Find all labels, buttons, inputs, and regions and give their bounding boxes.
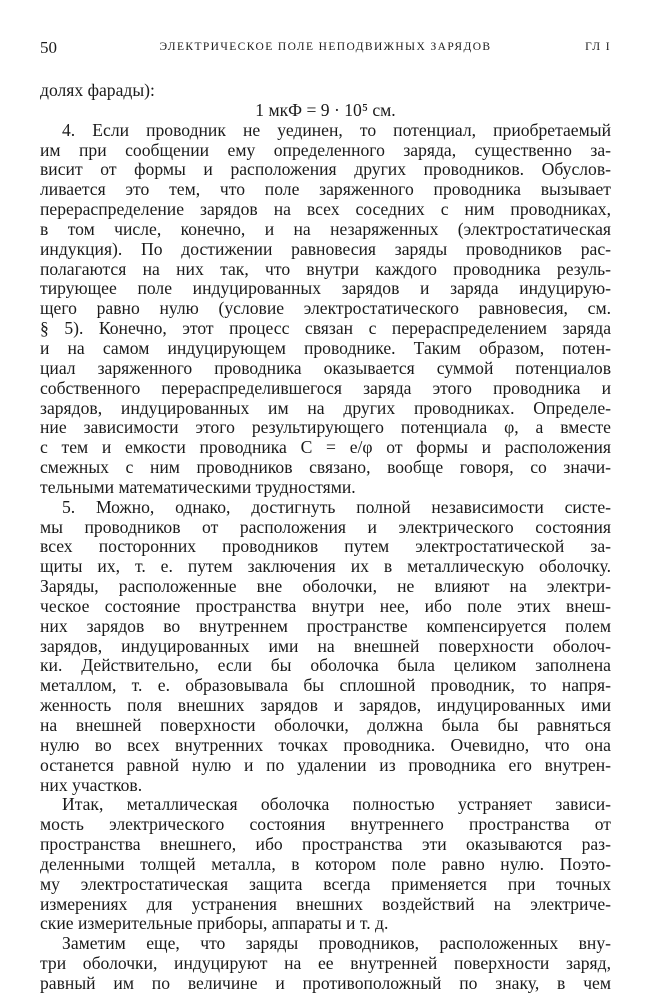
text-line: мы проводников от расположения и электрического состояния <box>40 516 611 537</box>
text-line: них участков. <box>40 774 143 795</box>
text-line: на внешней поверхности оболочки, должна была бы равняться <box>40 715 611 736</box>
text-line: му электростатическая защита всегда применяется при точных <box>40 873 611 894</box>
text-line: висит от формы и расположения других проводников. Обуслов- <box>40 159 611 180</box>
text-line: тирующее поле индуцированных зарядов и заряда индуцирую- <box>40 278 611 299</box>
text-line: всех посторонних проводников путем электростатической за- <box>40 536 611 557</box>
text-line: индукция). По достижении равновесия заряды проводников рас- <box>40 238 611 259</box>
running-title: ЭЛЕКТРИЧЕСКОЕ ПОЛЕ НЕПОДВИЖНЫХ ЗАРЯДОВ <box>159 41 492 53</box>
text-line: щиты их, т. е. путем заключения их в металлическую оболочку. <box>40 556 611 577</box>
text-line: пространства внешнего, ибо пространства эти оказываются раз- <box>40 834 611 855</box>
text-line: три оболочки, индуцируют на ее внутренней поверхности заряд, <box>40 953 611 974</box>
text-line: с тем и емкости проводника C = e/φ от формы и расположения <box>40 437 611 458</box>
text-line: Заряды, расположенные вне оболочки, не влияют на электри- <box>40 576 611 597</box>
text-line: них зарядов во внутреннем пространстве компенсируется полем <box>40 615 611 636</box>
text-line: смежных с ним проводников связано, вообще говоря, со значи- <box>40 457 611 478</box>
text-line: равный им по величине и противоположный по знаку, в чем <box>40 973 611 993</box>
text-line: щего равно нулю (условие электростатического равновесия, см. <box>40 298 611 319</box>
text-line: § 5). Конечно, этот процесс связан с перераспределением заряда <box>40 318 611 339</box>
text-line: ки. Действительно, если бы оболочка была целиком заполнена <box>40 655 611 676</box>
text-line: и на самом индуцирующем проводнике. Таким образом, потен- <box>40 337 611 358</box>
text-line: собственного перераспределившегося заряда этого проводника и <box>40 377 611 398</box>
text-line: зарядов, индуцированных им на других проводниках. Определе- <box>40 397 611 418</box>
text-line: полагаются на них так, что внутри каждого проводника резуль- <box>40 258 611 279</box>
page-number: 50 <box>40 38 57 57</box>
text-line: металлом, т. е. образовывала бы сплошной проводник, то напря- <box>40 675 611 696</box>
text-line: ские измерительные приборы, аппараты и т. д. <box>40 913 389 934</box>
text-line: перераспределение зарядов на всех соседних с ним проводниках, <box>40 199 611 220</box>
running-header <box>40 38 611 62</box>
chapter-label: ГЛ I <box>585 41 611 53</box>
text-line: 1 мкФ = 9 · 10⁵ см. <box>255 99 396 120</box>
text-line: деленными толщей металла, в котором поле равно нулю. Поэто- <box>40 853 611 874</box>
text-line: 4. Если проводник не уединен, то потенциал, приобретаемый <box>62 119 611 140</box>
text-line: ливается это тем, что поле заряженного проводника вызывает <box>40 179 611 200</box>
text-line: долях фарады): <box>40 80 155 100</box>
text-line: измерениях для устранения внешних воздействий на электриче- <box>40 893 611 914</box>
text-line: ние зависимости этого результирующего потенциала φ, а вместе <box>40 417 611 438</box>
text-line: им при сообщении ему определенного заряда, существенно за- <box>40 139 611 160</box>
text-line: циал заряженного проводника оказывается суммой потенциалов <box>40 357 611 378</box>
text-line: останется равной нулю и по удалении из проводника его внутрен- <box>40 754 611 775</box>
text-line: Заметим еще, что заряды проводников, расположенных вну- <box>62 933 611 954</box>
text-line: тельными математическими трудностями. <box>40 476 356 497</box>
text-line: зарядов, индуцированных ими на внешней поверхности оболоч- <box>40 635 611 656</box>
text-line: нулю во всех внутренних точках проводника. Очевидно, что она <box>40 734 611 755</box>
text-line: мость электрического состояния внутреннего пространства от <box>40 814 611 835</box>
text-line: 5. Можно, однако, достигнуть полной независимости систе- <box>62 496 611 517</box>
text-line: женность поля внешних зарядов и зарядов, индуцированных ими <box>40 695 611 716</box>
text-line: Итак, металлическая оболочка полностью устраняет зависи- <box>62 794 611 815</box>
text-line: ческое состояние пространства внутри нее, ибо поле этих внеш- <box>40 595 611 616</box>
text-line: в том числе, конечно, и на незаряженных (электростатическая <box>40 218 611 239</box>
